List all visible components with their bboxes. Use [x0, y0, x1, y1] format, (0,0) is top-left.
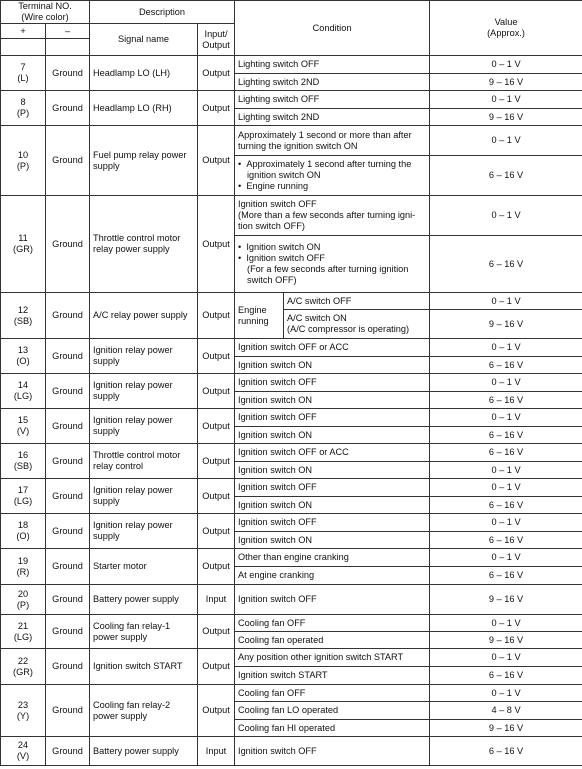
value-cell: 9 – 16 V — [430, 74, 582, 91]
value-cell: 6 – 16 V — [430, 427, 582, 444]
value-cell: 9 – 16 V — [430, 585, 582, 615]
signal-name-cell: Ignition relay power supply — [90, 339, 198, 374]
terminal-number: 20 — [17, 588, 29, 599]
value-cell: 6 – 16 V — [430, 357, 582, 374]
wire-color-label: (Wire color) — [21, 12, 69, 22]
terminal-cell — [1, 737, 46, 766]
terminal-cell — [1, 685, 46, 737]
io-cell: Output — [198, 91, 235, 126]
signal-name-cell: Ignition relay power supply — [90, 409, 198, 444]
terminal-number: 21 — [17, 620, 29, 631]
terminal-cell — [1, 479, 46, 514]
condition-line: tion switch OFF) — [238, 221, 305, 231]
condition-line: turning the ignition switch ON — [238, 140, 358, 151]
ground-cell: Ground — [46, 374, 90, 409]
terminal-cell — [1, 444, 46, 479]
condition-cell: Cooling fan HI operated — [235, 720, 430, 737]
terminal-number: 11 — [18, 233, 28, 243]
input-output-label-2: Output — [202, 39, 230, 50]
ground-cell: Ground — [46, 685, 90, 737]
plus-header-spacer — [1, 39, 46, 56]
value-cell: 6 – 16 V — [430, 532, 582, 549]
running-label: running — [238, 315, 269, 326]
condition-cell: At engine cranking — [235, 567, 430, 585]
io-cell: Output — [198, 293, 235, 339]
terminal-number: 14 — [17, 380, 29, 390]
condition-cell: Ignition switch OFF — [235, 514, 430, 532]
terminal-number: 19 — [17, 555, 29, 566]
ground-cell: Ground — [46, 409, 90, 444]
terminal-number: 8 — [20, 97, 26, 107]
value-cell: 6 – 16 V — [430, 567, 582, 585]
io-cell: Output — [198, 56, 235, 91]
bullet-item: • Engine running — [238, 181, 426, 192]
wire-color: (SB) — [13, 461, 33, 471]
condition-line: (A/C compressor is operating) — [287, 324, 410, 334]
wire-color: (V) — [16, 751, 30, 761]
table-row — [1, 585, 582, 615]
condition-cell: Ignition switch OFF — [235, 409, 430, 427]
value-cell: 9 – 16 V — [430, 632, 582, 649]
condition-line: A/C switch ON — [287, 313, 347, 323]
value-cell: 9 – 16 V — [430, 310, 582, 339]
bullet-item: • Ignition switch OFF — [238, 253, 426, 264]
io-cell: Output — [198, 339, 235, 374]
table-row — [1, 514, 582, 532]
table-row — [1, 737, 582, 766]
input-output-label-1: Input/ — [204, 28, 228, 39]
ground-cell: Ground — [46, 339, 90, 374]
condition-cell: Ignition switch OFF — [235, 585, 430, 615]
ground-cell: Ground — [46, 91, 90, 126]
terminal-cell — [1, 549, 46, 585]
signal-name-cell: Throttle control motor relay power supply — [90, 196, 198, 293]
wire-color: (LG) — [13, 391, 33, 401]
condition-cell — [284, 310, 430, 339]
io-cell: Output — [198, 549, 235, 585]
signal-name-cell: Fuel pump relay power supply — [90, 126, 198, 196]
condition-cell: Any position other ignition switch START — [235, 649, 430, 667]
table-row — [1, 615, 582, 632]
signal-name-cell: Starter motor — [90, 549, 198, 585]
terminal-no-label: Terminal NO. — [18, 1, 72, 11]
condition-header: Condition — [235, 1, 430, 56]
table-row — [1, 56, 582, 74]
table-row — [1, 91, 582, 109]
value-cell: 0 – 1 V — [430, 409, 582, 427]
condition-cell: Lighting switch 2ND — [235, 109, 430, 126]
terminal-number: 18 — [17, 520, 29, 530]
table-row — [1, 126, 582, 156]
value-cell: 4 – 8 V — [430, 702, 582, 720]
io-cell: Output — [198, 409, 235, 444]
terminal-cell — [1, 514, 46, 549]
input-output-header — [198, 24, 235, 56]
signal-name-cell: Headlamp LO (LH) — [90, 56, 198, 91]
value-cell: 0 – 1 V — [430, 514, 582, 532]
terminal-no-header — [1, 1, 90, 24]
terminal-cell — [1, 196, 46, 293]
wire-color: (GR) — [13, 244, 33, 254]
condition-cell: Other than engine cranking — [235, 549, 430, 567]
io-cell: Output — [198, 444, 235, 479]
value-cell: 0 – 1 V — [430, 126, 582, 156]
condition-cell: Ignition switch OFF — [235, 479, 430, 497]
value-label: Value — [494, 17, 518, 27]
engine-label: Engine — [238, 304, 267, 315]
condition-cell: Lighting switch OFF — [235, 56, 430, 74]
ground-cell: Ground — [46, 514, 90, 549]
value-cell: 0 – 1 V — [430, 615, 582, 632]
ground-cell: Ground — [46, 126, 90, 196]
wire-color: (R) — [16, 566, 30, 577]
terminal-cell — [1, 409, 46, 444]
signal-name-cell: Ignition switch START — [90, 649, 198, 685]
terminal-cell — [1, 615, 46, 649]
signal-name-cell: Ignition relay power supply — [90, 514, 198, 549]
value-cell: 9 – 16 V — [430, 720, 582, 737]
condition-cell — [235, 126, 430, 156]
value-cell: 6 – 16 V — [430, 236, 582, 293]
value-header — [430, 1, 582, 56]
description-header: Description — [90, 1, 235, 24]
terminal-cell — [1, 126, 46, 196]
value-cell: 0 – 1 V — [430, 293, 582, 310]
condition-cell: Cooling fan OFF — [235, 615, 430, 632]
condition-cell: Ignition switch ON — [235, 357, 430, 374]
io-cell: Output — [198, 685, 235, 737]
wire-color: (P) — [16, 160, 30, 171]
value-cell: 6 – 16 V — [430, 497, 582, 514]
table-row — [1, 549, 582, 567]
signal-name-cell: Headlamp LO (RH) — [90, 91, 198, 126]
ground-cell: Ground — [46, 585, 90, 615]
terminal-cell — [1, 91, 46, 126]
condition-cell: Ignition switch OFF or ACC — [235, 444, 430, 462]
ground-cell: Ground — [46, 479, 90, 514]
ground-cell: Ground — [46, 444, 90, 479]
value-cell: 0 – 1 V — [430, 479, 582, 497]
value-cell: 9 – 16 V — [430, 109, 582, 126]
condition-cell: Ignition switch ON — [235, 462, 430, 479]
terminal-number: 23 — [17, 699, 29, 710]
condition-cell: Ignition switch ON — [235, 532, 430, 549]
terminal-cell — [1, 649, 46, 685]
table-row — [1, 685, 582, 702]
condition-cell: Ignition switch OFF or ACC — [235, 339, 430, 357]
signal-name-cell: Ignition relay power supply — [90, 479, 198, 514]
engine-state-cell — [235, 293, 284, 339]
table-row — [1, 444, 582, 462]
value-cell: 0 – 1 V — [430, 339, 582, 357]
value-cell: 0 – 1 V — [430, 549, 582, 567]
condition-cell: Ignition switch ON — [235, 427, 430, 444]
header-row-1 — [1, 1, 582, 24]
wire-color: (Y) — [16, 710, 30, 721]
value-cell: 0 – 1 V — [430, 91, 582, 109]
terminal-number: 13 — [17, 345, 29, 355]
value-cell: 0 – 1 V — [430, 649, 582, 667]
ground-cell: Ground — [46, 615, 90, 649]
signal-name-cell: Cooling fan relay-1 power supply — [90, 615, 198, 649]
io-cell: Output — [198, 514, 235, 549]
terminal-number: 22 — [17, 655, 29, 666]
ground-cell: Ground — [46, 56, 90, 91]
wire-color: (SB) — [13, 315, 33, 326]
wire-color: (P) — [16, 599, 30, 610]
bullet-continuation: (For a few seconds after turning ignition switch OFF) — [247, 264, 409, 285]
value-cell: 0 – 1 V — [430, 56, 582, 74]
io-cell: Output — [198, 126, 235, 196]
io-cell: Output — [198, 649, 235, 685]
wire-color: (LG) — [13, 496, 33, 506]
condition-cell: Ignition switch ON — [235, 497, 430, 514]
table-row — [1, 339, 582, 357]
terminal-cell — [1, 374, 46, 409]
io-cell: Output — [198, 196, 235, 293]
table-row — [1, 479, 582, 497]
terminal-number: 10 — [17, 149, 29, 160]
condition-cell: Ignition switch OFF — [235, 374, 430, 392]
condition-cell: A/C switch OFF — [284, 293, 430, 310]
table-row — [1, 293, 582, 310]
terminal-cell — [1, 293, 46, 339]
table-row — [1, 374, 582, 392]
value-cell: 6 – 16 V — [430, 156, 582, 196]
ground-cell: Ground — [46, 293, 90, 339]
value-cell: 0 – 1 V — [430, 685, 582, 702]
signal-name-cell: Battery power supply — [90, 585, 198, 615]
value-cell: 0 – 1 V — [430, 374, 582, 392]
condition-cell: Cooling fan OFF — [235, 685, 430, 702]
terminal-cell — [1, 56, 46, 91]
ground-cell: Ground — [46, 196, 90, 293]
io-cell: Input — [198, 737, 235, 766]
bullet-item: • Approximately 1 second after turning the ignition switch ON — [238, 159, 426, 181]
condition-line: Approximately 1 second or more than after — [238, 129, 412, 140]
signal-name-cell: Cooling fan relay-2 power supply — [90, 685, 198, 737]
terminal-number: 12 — [17, 304, 29, 315]
io-cell: Output — [198, 479, 235, 514]
wire-color: (L) — [17, 73, 29, 83]
plus-header: + — [1, 24, 46, 39]
signal-name-header: Signal name — [90, 24, 198, 56]
condition-cell: Ignition switch START — [235, 667, 430, 685]
condition-cell — [235, 236, 430, 293]
value-cell: 6 – 16 V — [430, 737, 582, 766]
condition-line: (More than a few seconds after turning igni- — [238, 210, 416, 220]
wire-color: (O) — [16, 356, 30, 366]
condition-cell: Cooling fan operated — [235, 632, 430, 649]
signal-name-cell: Throttle control motor relay control — [90, 444, 198, 479]
approx-label: (Approx.) — [487, 28, 525, 38]
wire-color: (O) — [16, 531, 30, 541]
terminal-number: 17 — [17, 485, 29, 495]
condition-cell — [235, 156, 430, 196]
wire-color: (GR) — [13, 666, 33, 677]
condition-cell: Ignition switch OFF — [235, 737, 430, 766]
condition-cell: Lighting switch OFF — [235, 91, 430, 109]
wire-color: (V) — [16, 426, 30, 436]
condition-cell: Ignition switch ON — [235, 392, 430, 409]
table-row — [1, 409, 582, 427]
ground-cell: Ground — [46, 549, 90, 585]
minus-header-spacer — [46, 39, 90, 56]
ground-cell: Ground — [46, 737, 90, 766]
ground-cell: Ground — [46, 649, 90, 685]
minus-header: – — [46, 24, 90, 39]
terminal-number: 16 — [17, 450, 29, 460]
wire-color: (P) — [16, 108, 30, 118]
value-cell: 6 – 16 V — [430, 667, 582, 685]
table-row — [1, 649, 582, 667]
terminal-number: 7 — [20, 62, 26, 72]
wire-color: (LG) — [13, 631, 33, 642]
io-cell: Output — [198, 374, 235, 409]
signal-name-cell: A/C relay power supply — [90, 293, 198, 339]
value-cell: 6 – 16 V — [430, 444, 582, 462]
io-cell: Input — [198, 585, 235, 615]
terminal-number: 15 — [17, 415, 29, 425]
terminal-cell — [1, 339, 46, 374]
condition-cell: Cooling fan LO operated — [235, 702, 430, 720]
condition-cell — [235, 196, 430, 236]
condition-line: Ignition switch OFF — [238, 199, 317, 209]
signal-name-cell: Ignition relay power supply — [90, 374, 198, 409]
value-cell: 6 – 16 V — [430, 392, 582, 409]
condition-cell: Lighting switch 2ND — [235, 74, 430, 91]
table-row — [1, 196, 582, 236]
terminal-cell — [1, 585, 46, 615]
bullet-item: • Ignition switch ON — [238, 242, 426, 253]
terminal-number: 24 — [17, 740, 29, 750]
io-cell: Output — [198, 615, 235, 649]
value-cell: 0 – 1 V — [430, 196, 582, 236]
signal-name-cell: Battery power supply — [90, 737, 198, 766]
value-cell: 0 – 1 V — [430, 462, 582, 479]
